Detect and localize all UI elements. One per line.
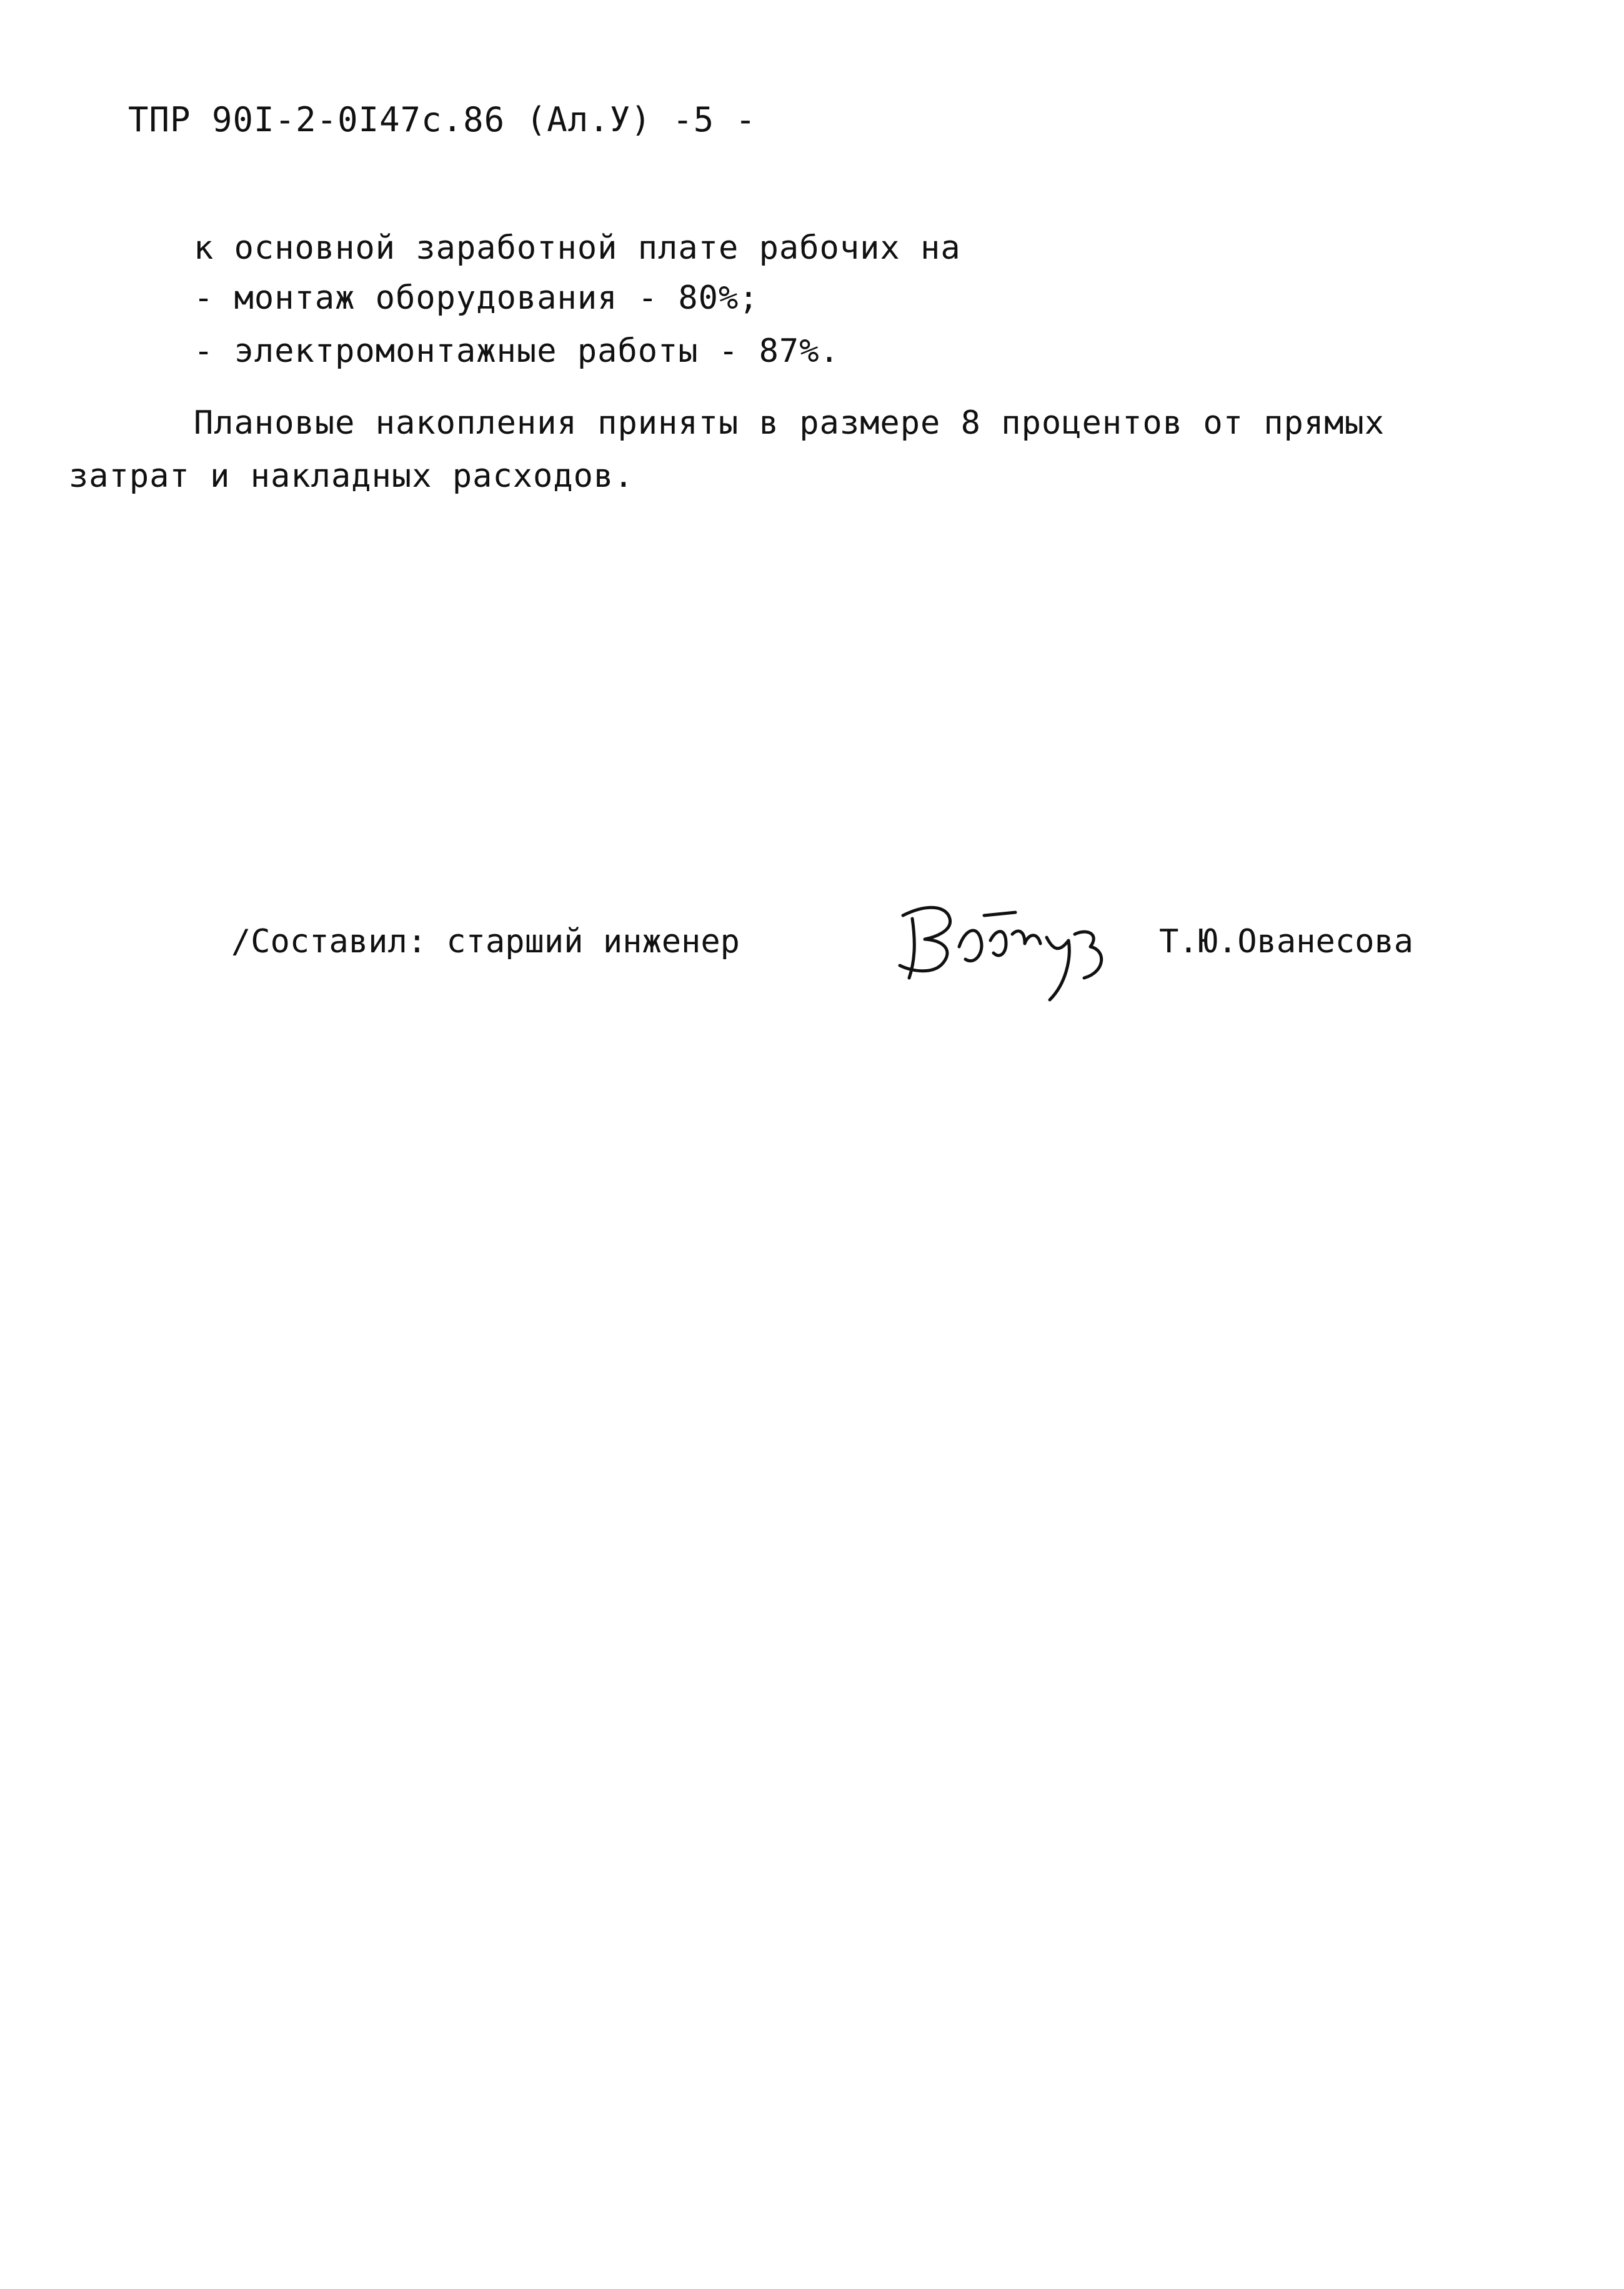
text-line: - монтаж оборудования - 80%; (194, 279, 759, 317)
document-header: ТПР 90I-2-0I47с.86 (Ал.У) -5 - (128, 100, 757, 139)
handwritten-signature (890, 890, 1128, 1015)
text-line: - электромонтажные работы - 87%. (194, 332, 840, 370)
text-line: затрат и накладных расходов. (69, 457, 634, 495)
signature-label: /Составил: старший инженер (231, 923, 740, 960)
text-line: к основной заработной плате рабочих на (194, 229, 961, 267)
text-line: Плановые накопления приняты в размере 8 процентов от прямых (194, 404, 1385, 442)
signatory-name: Т.Ю.Ованесова (1159, 923, 1413, 960)
